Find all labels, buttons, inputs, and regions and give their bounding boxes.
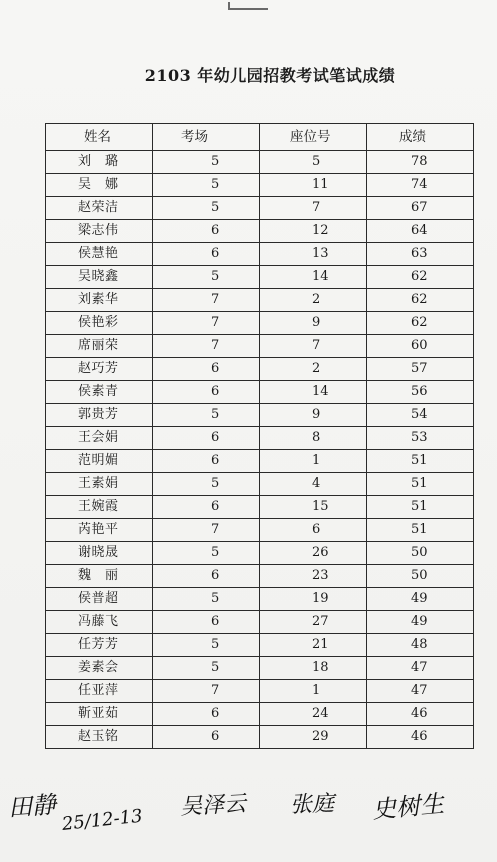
cell-room: 6	[153, 220, 260, 243]
cell-room: 5	[153, 588, 260, 611]
table-row	[46, 289, 474, 312]
signature-3: 张庭	[289, 791, 335, 818]
table-row	[46, 174, 474, 197]
cell-name: 赵荣洁	[46, 197, 153, 220]
cell-score: 57	[367, 358, 474, 381]
cell-score: 50	[367, 565, 474, 588]
table-row	[46, 151, 474, 174]
cell-room: 5	[153, 174, 260, 197]
table-row	[46, 312, 474, 335]
cell-name: 王婉霞	[46, 496, 153, 519]
table-row	[46, 243, 474, 266]
cell-seat: 2	[260, 289, 367, 312]
header-name: 姓名	[46, 124, 153, 151]
cell-name: 梁志伟	[46, 220, 153, 243]
cell-score: 74	[367, 174, 474, 197]
cell-score: 49	[367, 588, 474, 611]
cell-seat: 9	[260, 312, 367, 335]
table-header-row	[46, 124, 474, 151]
table-row	[46, 657, 474, 680]
cell-name: 侯素青	[46, 381, 153, 404]
cell-score: 49	[367, 611, 474, 634]
cell-seat: 14	[260, 381, 367, 404]
table-row	[46, 588, 474, 611]
cell-room: 5	[153, 634, 260, 657]
table-row	[46, 220, 474, 243]
cell-score: 51	[367, 496, 474, 519]
cell-score: 46	[367, 703, 474, 726]
cell-room: 7	[153, 335, 260, 358]
cell-room: 5	[153, 266, 260, 289]
cell-name: 席丽荣	[46, 335, 153, 358]
table-row	[46, 266, 474, 289]
cell-room: 7	[153, 289, 260, 312]
table-body	[46, 151, 474, 749]
cell-room: 6	[153, 726, 260, 749]
cell-score: 50	[367, 542, 474, 565]
table-row	[46, 565, 474, 588]
cell-name: 范明媚	[46, 450, 153, 473]
cell-room: 5	[153, 151, 260, 174]
header-room: 考场	[153, 124, 260, 151]
cell-name: 吴晓鑫	[46, 266, 153, 289]
cell-score: 51	[367, 473, 474, 496]
cell-room: 5	[153, 657, 260, 680]
cell-score: 51	[367, 519, 474, 542]
cell-name: 任亚萍	[46, 680, 153, 703]
cell-room: 6	[153, 565, 260, 588]
table-row	[46, 496, 474, 519]
cell-seat: 8	[260, 427, 367, 450]
table-row	[46, 611, 474, 634]
table-row	[46, 358, 474, 381]
cell-score: 62	[367, 266, 474, 289]
cell-name: 赵巧芳	[46, 358, 153, 381]
table-row	[46, 335, 474, 358]
cell-room: 6	[153, 703, 260, 726]
cell-name: 任芳芳	[46, 634, 153, 657]
signature-4: 史树生	[370, 789, 446, 824]
cell-name: 吴 娜	[46, 174, 153, 197]
header-seat: 座位号	[260, 124, 367, 151]
cell-name: 芮艳平	[46, 519, 153, 542]
cell-room: 6	[153, 243, 260, 266]
cell-score: 62	[367, 289, 474, 312]
cell-room: 6	[153, 611, 260, 634]
header-score: 成绩	[367, 124, 474, 151]
cell-seat: 29	[260, 726, 367, 749]
cell-seat: 12	[260, 220, 367, 243]
scan-edge-mark	[228, 8, 268, 10]
cell-score: 54	[367, 404, 474, 427]
cell-name: 赵玉铭	[46, 726, 153, 749]
cell-seat: 5	[260, 151, 367, 174]
cell-score: 47	[367, 657, 474, 680]
cell-score: 63	[367, 243, 474, 266]
signature-1: 田静	[7, 790, 58, 822]
cell-room: 6	[153, 496, 260, 519]
cell-name: 侯普超	[46, 588, 153, 611]
cell-seat: 2	[260, 358, 367, 381]
cell-seat: 27	[260, 611, 367, 634]
cell-name: 侯艳彩	[46, 312, 153, 335]
cell-name: 谢晓晟	[46, 542, 153, 565]
cell-seat: 9	[260, 404, 367, 427]
cell-score: 51	[367, 450, 474, 473]
cell-score: 60	[367, 335, 474, 358]
cell-name: 靳亚茹	[46, 703, 153, 726]
cell-seat: 13	[260, 243, 367, 266]
table-row	[46, 473, 474, 496]
cell-seat: 26	[260, 542, 367, 565]
cell-score: 53	[367, 427, 474, 450]
cell-room: 6	[153, 450, 260, 473]
table-row	[46, 680, 474, 703]
page-title: 2103 年幼儿园招教考试笔试成绩	[144, 66, 396, 85]
cell-seat: 21	[260, 634, 367, 657]
table-row	[46, 703, 474, 726]
cell-seat: 14	[260, 266, 367, 289]
cell-seat: 11	[260, 174, 367, 197]
cell-room: 5	[153, 473, 260, 496]
cell-score: 62	[367, 312, 474, 335]
cell-name: 姜素会	[46, 657, 153, 680]
table-row	[46, 634, 474, 657]
cell-seat: 19	[260, 588, 367, 611]
cell-room: 7	[153, 312, 260, 335]
signature-date: 25/12-13	[60, 805, 144, 835]
table-row	[46, 381, 474, 404]
cell-name: 王会娟	[46, 427, 153, 450]
cell-seat: 1	[260, 680, 367, 703]
table-row	[46, 197, 474, 220]
cell-seat: 6	[260, 519, 367, 542]
cell-seat: 1	[260, 450, 367, 473]
cell-score: 67	[367, 197, 474, 220]
cell-room: 6	[153, 381, 260, 404]
signature-2: 吴泽云	[179, 791, 247, 820]
table-row	[46, 427, 474, 450]
cell-seat: 15	[260, 496, 367, 519]
cell-room: 6	[153, 358, 260, 381]
table-row	[46, 542, 474, 565]
cell-seat: 23	[260, 565, 367, 588]
cell-name: 刘素华	[46, 289, 153, 312]
cell-seat: 24	[260, 703, 367, 726]
cell-name: 刘 璐	[46, 151, 153, 174]
cell-room: 7	[153, 680, 260, 703]
cell-name: 王素娟	[46, 473, 153, 496]
cell-room: 5	[153, 404, 260, 427]
cell-room: 7	[153, 519, 260, 542]
cell-score: 47	[367, 680, 474, 703]
table-row	[46, 726, 474, 749]
cell-room: 6	[153, 427, 260, 450]
cell-seat: 7	[260, 197, 367, 220]
cell-score: 64	[367, 220, 474, 243]
cell-name: 侯慧艳	[46, 243, 153, 266]
cell-score: 46	[367, 726, 474, 749]
cell-seat: 4	[260, 473, 367, 496]
table-row	[46, 404, 474, 427]
cell-room: 5	[153, 542, 260, 565]
cell-score: 56	[367, 381, 474, 404]
cell-name: 郭贵芳	[46, 404, 153, 427]
cell-room: 5	[153, 197, 260, 220]
score-table	[45, 123, 474, 749]
cell-score: 78	[367, 151, 474, 174]
cell-seat: 18	[260, 657, 367, 680]
table-row	[46, 450, 474, 473]
cell-name: 冯藤飞	[46, 611, 153, 634]
table-row	[46, 519, 474, 542]
cell-seat: 7	[260, 335, 367, 358]
cell-name: 魏 丽	[46, 565, 153, 588]
cell-score: 48	[367, 634, 474, 657]
